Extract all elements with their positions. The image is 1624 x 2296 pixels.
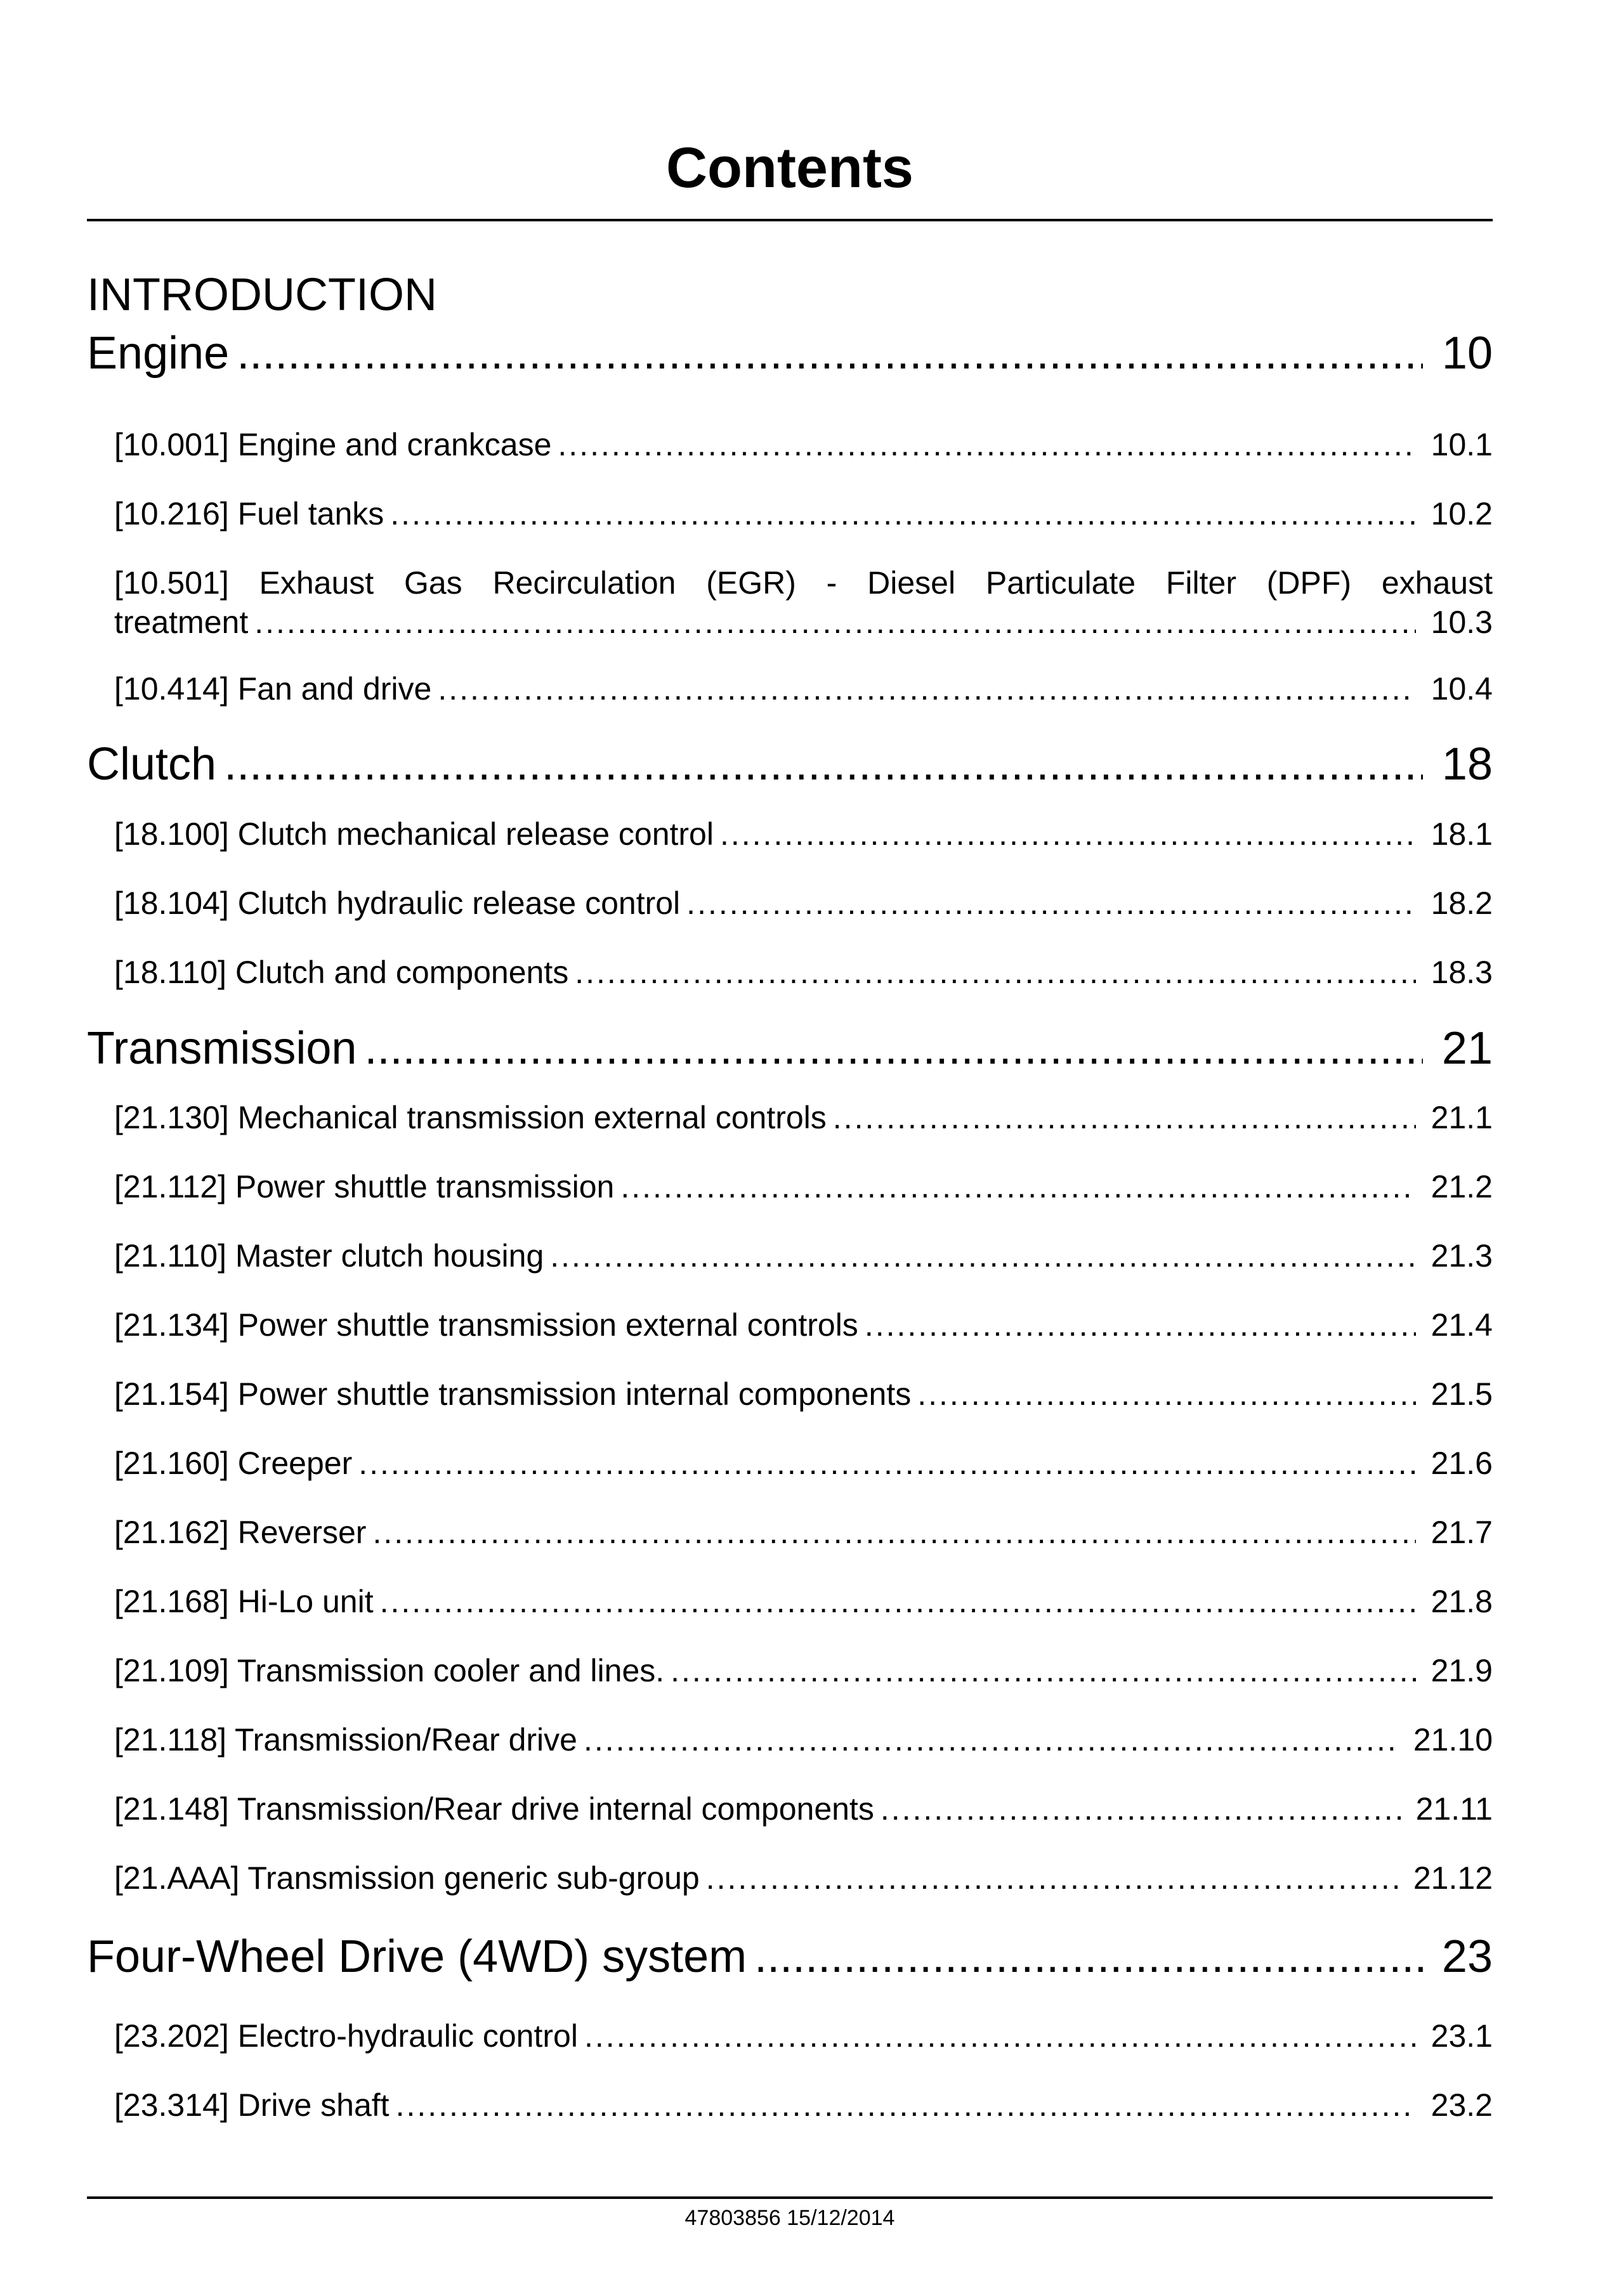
label-word: [10.501] — [114, 565, 229, 601]
toc-section-21-168[interactable] — [114, 1582, 1493, 1621]
label-word: - — [826, 565, 837, 601]
toc-chapter-clutch[interactable] — [87, 736, 1493, 793]
label-word: (DPF) — [1266, 565, 1352, 601]
dot-leader — [833, 1098, 1416, 1137]
dot-leader — [558, 425, 1415, 464]
toc-page-number: 21.2 — [1431, 1169, 1493, 1204]
toc-section-21-aaa[interactable] — [114, 1858, 1493, 1898]
dot-leader — [881, 1789, 1401, 1829]
dot-leader — [620, 1167, 1415, 1206]
toc-section-label: [18.100] Clutch mechanical release control — [114, 816, 714, 852]
toc-section-21-162[interactable] — [114, 1513, 1493, 1552]
title-divider — [87, 219, 1493, 221]
toc-section-label: [10.414] Fan and drive — [114, 671, 432, 707]
dot-leader — [917, 1374, 1415, 1414]
toc-section-label: [21.109] Transmission cooler and lines. — [114, 1653, 665, 1688]
toc-chapter-label: Four-Wheel Drive (4WD) system — [87, 1931, 747, 1982]
toc-page-number: 23 — [1441, 1931, 1493, 1982]
dot-leader — [550, 1236, 1415, 1275]
footer-divider — [87, 2196, 1493, 2199]
dot-leader — [380, 1582, 1416, 1621]
toc-page-number: 10.2 — [1431, 496, 1493, 532]
label-continuation: treatment — [114, 604, 249, 640]
toc-section-10-001[interactable] — [114, 425, 1493, 464]
toc-section-label: [18.110] Clutch and components — [114, 955, 569, 990]
dot-leader — [390, 494, 1415, 533]
toc-page-number: 21.4 — [1431, 1307, 1493, 1343]
toc-section-label: [21.168] Hi-Lo unit — [114, 1584, 374, 1619]
dot-leader — [575, 953, 1415, 992]
dot-leader — [865, 1305, 1416, 1345]
dot-leader — [438, 669, 1415, 708]
toc-page-number: 21.3 — [1431, 1238, 1493, 1274]
dot-leader — [584, 2016, 1416, 2056]
toc-page-number: 23.1 — [1431, 2018, 1493, 2054]
toc-chapter-4wd[interactable] — [87, 1928, 1493, 1985]
label-word: Exhaust — [259, 565, 374, 601]
dot-leader — [584, 1720, 1398, 1759]
toc-section-21-134[interactable] — [114, 1305, 1493, 1345]
toc-section-10-501[interactable] — [114, 563, 1493, 642]
dot-leader — [364, 1020, 1422, 1077]
dot-leader — [754, 1928, 1423, 1985]
label-word: exhaust — [1381, 565, 1493, 601]
toc-section-label: [21.134] Power shuttle transmission external controls — [114, 1307, 858, 1343]
toc-section-21-109[interactable] — [114, 1651, 1493, 1690]
toc-section-label: [21.118] Transmission/Rear drive — [114, 1722, 577, 1758]
toc-section-21-110[interactable] — [114, 1236, 1493, 1275]
toc-chapter-engine[interactable] — [87, 325, 1493, 382]
toc-page-number: 10 — [1441, 328, 1493, 379]
toc-page-number: 21.8 — [1431, 1584, 1493, 1619]
dot-leader — [706, 1858, 1398, 1898]
toc-section-label-line1 — [114, 563, 1493, 603]
toc-page-number: 18.2 — [1431, 885, 1493, 921]
toc-section-label: [21.160] Creeper — [114, 1445, 353, 1481]
toc-page-number: 10.4 — [1431, 671, 1493, 707]
toc-page-number: 10.1 — [1431, 427, 1493, 462]
toc-chapter-label: Transmission — [87, 1023, 357, 1074]
dot-leader — [671, 1651, 1416, 1690]
toc-section-21-160[interactable] — [114, 1444, 1493, 1483]
toc-section-label: [21.AAA] Transmission generic sub-group — [114, 1860, 700, 1896]
toc-section-label: [21.154] Power shuttle transmission internal components — [114, 1376, 912, 1412]
label-word: Recirculation — [492, 565, 676, 601]
toc-section-18-104[interactable] — [114, 884, 1493, 923]
label-word: Diesel — [867, 565, 956, 601]
dot-leader — [254, 603, 1415, 642]
toc-page-number: 18 — [1441, 739, 1493, 790]
intro-heading[interactable]: INTRODUCTION — [87, 270, 437, 320]
toc-section-21-130[interactable] — [114, 1098, 1493, 1137]
toc-section-label: [18.104] Clutch hydraulic release control — [114, 885, 681, 921]
label-word: Gas — [403, 565, 462, 601]
dot-leader — [396, 2085, 1416, 2125]
toc-page-number: 21.12 — [1413, 1860, 1493, 1896]
toc-section-18-110[interactable] — [114, 953, 1493, 992]
toc-section-label: [21.162] Reverser — [114, 1515, 367, 1550]
dot-leader — [720, 814, 1416, 854]
toc-section-23-202[interactable] — [114, 2016, 1493, 2056]
toc-page-number: 18.1 — [1431, 816, 1493, 852]
toc-page-number: 21.11 — [1415, 1791, 1493, 1827]
toc-section-21-118[interactable] — [114, 1720, 1493, 1759]
toc-section-label-line2 — [114, 603, 1493, 642]
toc-section-10-414[interactable] — [114, 669, 1493, 708]
toc-page-number: 21.10 — [1413, 1722, 1493, 1758]
toc-section-label: [21.148] Transmission/Rear drive internal components — [114, 1791, 874, 1827]
toc-section-label: [21.110] Master clutch housing — [114, 1238, 544, 1274]
dot-leader — [237, 325, 1423, 382]
toc-page-number: 23.2 — [1431, 2087, 1493, 2123]
label-word: Particulate — [985, 565, 1136, 601]
toc-section-18-100[interactable] — [114, 814, 1493, 854]
dot-leader — [358, 1444, 1415, 1483]
toc-page-number: 21.9 — [1431, 1653, 1493, 1688]
toc-page-number: 21.1 — [1431, 1100, 1493, 1135]
toc-page-number: 18.3 — [1431, 955, 1493, 990]
footer-doc-id: 47803856 15/12/2014 — [684, 2206, 895, 2230]
toc-section-label: [10.001] Engine and crankcase — [114, 427, 552, 462]
toc-section-label: [21.130] Mechanical transmission external controls — [114, 1100, 827, 1135]
toc-page-number: 10.3 — [1431, 604, 1493, 640]
toc-section-10-216[interactable] — [114, 494, 1493, 533]
dot-leader — [372, 1513, 1415, 1552]
toc-chapter-label: Engine — [87, 328, 230, 379]
dot-leader — [224, 736, 1423, 793]
toc-section-label: [21.112] Power shuttle transmission — [114, 1169, 615, 1204]
toc-page-number: 21.6 — [1431, 1445, 1493, 1481]
label-word: Filter — [1165, 565, 1236, 601]
label-word: (EGR) — [706, 565, 796, 601]
toc-page-number: 21.7 — [1431, 1515, 1493, 1550]
dot-leader — [686, 884, 1416, 923]
toc-section-21-112[interactable] — [114, 1167, 1493, 1206]
page-title: Contents — [666, 136, 914, 200]
toc-section-21-154[interactable] — [114, 1374, 1493, 1414]
toc-section-label: [23.314] Drive shaft — [114, 2087, 390, 2123]
toc-chapter-transmission[interactable] — [87, 1020, 1493, 1077]
toc-chapter-label: Clutch — [87, 739, 217, 790]
toc-section-23-314[interactable] — [114, 2085, 1493, 2125]
toc-page-number: 21.5 — [1431, 1376, 1493, 1412]
toc-section-label: [23.202] Electro-hydraulic control — [114, 2018, 578, 2054]
toc-section-21-148[interactable] — [114, 1789, 1493, 1829]
toc-section-label: [10.216] Fuel tanks — [114, 496, 384, 532]
toc-page-number: 21 — [1441, 1023, 1493, 1074]
